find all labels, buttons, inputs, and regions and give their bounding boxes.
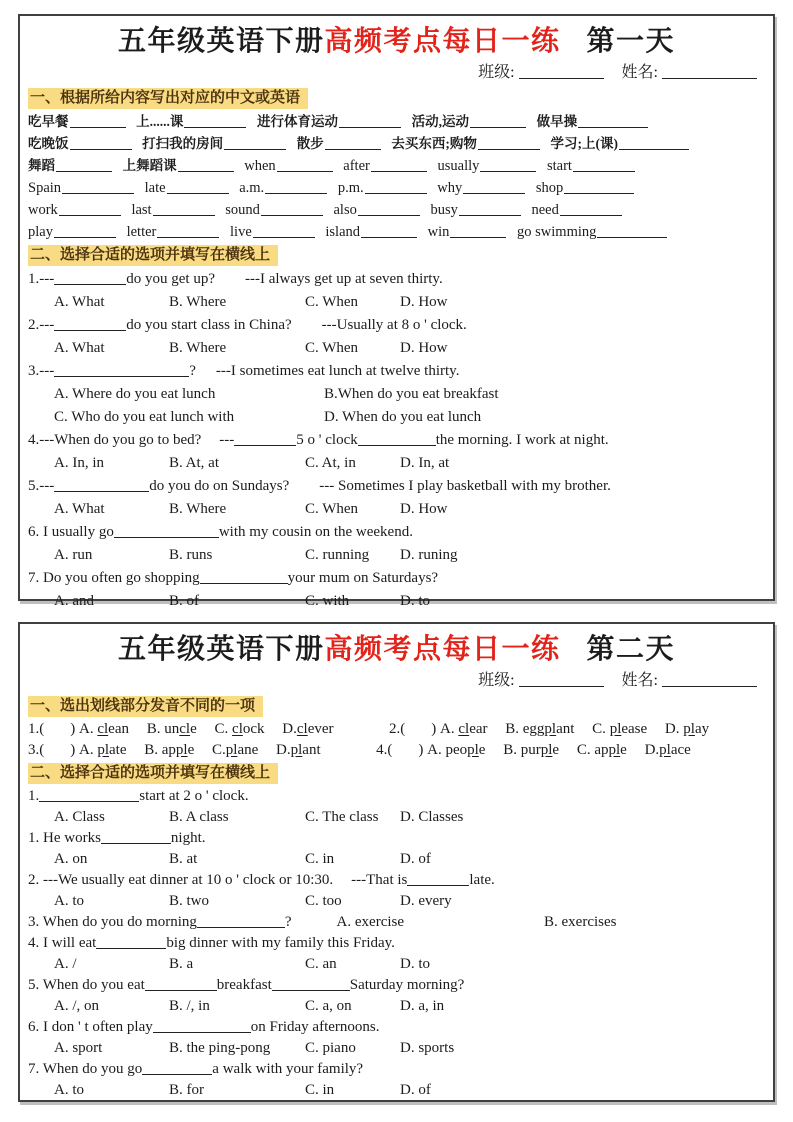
underlined-letters: pl (540, 742, 553, 758)
vocab-term: 舞蹈 (28, 158, 55, 173)
question-text: Saturday morning? (349, 977, 465, 993)
write-blank (573, 158, 635, 172)
vocab-term: Spain (28, 180, 62, 196)
question-text: --- (219, 432, 235, 448)
options-row (54, 337, 765, 360)
write-blank (470, 114, 526, 128)
option: A. exercise (336, 914, 405, 930)
answer-blank (407, 872, 469, 886)
question-line (28, 786, 765, 807)
class-label: 班级: (478, 672, 515, 689)
write-blank (339, 114, 401, 128)
question-text: do you start class in China? (126, 317, 292, 333)
options-row (54, 996, 765, 1017)
phonics-paren: ) (431, 721, 437, 737)
option: C. piano (305, 1040, 356, 1056)
question-text: on Friday afternoons. (250, 1019, 380, 1035)
option: A. Class (54, 809, 105, 825)
title-accent: 高频考点每日一练 (324, 634, 561, 665)
vocab-term: 学习;上(课) (550, 136, 618, 151)
write-blank (325, 136, 381, 150)
question-text: night. (170, 830, 206, 846)
options-row (54, 891, 765, 912)
question-line (28, 975, 765, 996)
options-row (54, 849, 765, 870)
question-line (28, 429, 765, 452)
answer-blank (54, 478, 149, 492)
answer-blank (96, 935, 166, 949)
phonics-option: A. clean (79, 721, 129, 737)
write-blank (277, 158, 333, 172)
vocab-term: busy (430, 202, 458, 218)
underlined-letters: pl (225, 742, 238, 758)
option: B. exercises (544, 914, 617, 930)
vocab-term: sound (225, 202, 260, 218)
answer-blank (153, 1019, 251, 1033)
question-line (28, 912, 765, 933)
write-blank (578, 114, 648, 128)
class-blank (519, 673, 604, 687)
option: B.When do you eat breakfast (324, 386, 499, 402)
write-blank (153, 202, 215, 216)
vocab-term: 吃早餐 (28, 114, 69, 129)
write-blank (361, 224, 417, 238)
question-text: with my cousin on the weekend. (218, 524, 413, 540)
phonics-option: D. play (664, 721, 710, 737)
options-row (54, 590, 765, 613)
option: C. a, on (305, 998, 352, 1014)
answer-blank (101, 830, 171, 844)
option: D. to (400, 593, 430, 609)
vocab-row (28, 177, 765, 199)
write-blank (56, 158, 112, 172)
vocab-row (28, 111, 765, 133)
option: C. with (305, 593, 350, 609)
vocab-term: also (333, 202, 357, 218)
vocab-term: usually (437, 158, 480, 174)
options-row (54, 452, 765, 475)
question-text: 5 o ' clock (296, 432, 358, 448)
vocab-term: need (531, 202, 559, 218)
question-text: 5.--- (28, 478, 55, 494)
option: C. When (305, 501, 359, 517)
vocab-term: when (244, 158, 276, 174)
underlined-letters: pl (609, 721, 622, 737)
underlined-letters: cl (458, 721, 470, 737)
option: D. every (400, 893, 452, 909)
page-title (28, 24, 765, 60)
question-text: breakfast (216, 977, 272, 993)
vocab-term: live (230, 224, 252, 240)
option: A. to (54, 1082, 84, 1098)
phonics-option: D.place (644, 742, 691, 758)
question-line (28, 870, 765, 891)
option: D. Classes (400, 809, 464, 825)
name-label: 姓名: (621, 672, 658, 689)
underlined-letters: pl (467, 742, 479, 758)
write-blank (459, 202, 521, 216)
option: A. Where do you eat lunch (54, 386, 216, 402)
vocab-term: 打扫我的房间 (142, 136, 224, 151)
option: C. When (305, 294, 359, 310)
question-text: ---Usually at 8 o ' clock. (321, 317, 467, 333)
option: B. a (169, 956, 194, 972)
question-text: ---I sometimes eat lunch at twelve thirty. (215, 363, 460, 379)
worksheet-day1 (18, 14, 775, 609)
answer-blank (200, 570, 288, 584)
question-text: 6. I usually go (28, 524, 114, 540)
underlined-letters: pl (290, 742, 303, 758)
question-line (28, 1059, 765, 1080)
write-blank (167, 180, 229, 194)
question-line (28, 360, 765, 383)
phonics-option: B. eggplant (505, 721, 575, 737)
options-row (54, 498, 765, 521)
question-text: ? (189, 363, 196, 379)
vocab-term: 上......课 (136, 114, 184, 129)
option: A. / (54, 956, 77, 972)
question-text: a walk with your family? (212, 1061, 364, 1077)
options-row (54, 954, 765, 975)
option: D. to (400, 956, 430, 972)
write-blank (564, 180, 634, 194)
vocab-term: shop (535, 180, 564, 196)
title-day: 第一天 (586, 26, 676, 57)
write-blank (224, 136, 286, 150)
answer-blank (197, 914, 285, 928)
phonics-line (28, 740, 765, 761)
question-text: do you get up? (126, 271, 215, 287)
answer-blank (234, 432, 296, 446)
question-text: big dinner with my family this Friday. (166, 935, 395, 951)
name-label: 姓名: (621, 64, 658, 81)
question-text: your mum on Saturdays? (287, 570, 439, 586)
vocab-term: 活动,运动 (411, 114, 469, 129)
phonics-option: A. people (427, 742, 486, 758)
question-text: the morning. I work at night. (435, 432, 609, 448)
option: A. In, in (54, 455, 104, 471)
write-blank (619, 136, 689, 150)
option: B. of (169, 593, 199, 609)
write-blank (358, 202, 420, 216)
option: B. the ping-pong (169, 1040, 271, 1056)
option: D. How (400, 501, 448, 517)
vocab-term: last (131, 202, 152, 218)
write-blank (365, 180, 427, 194)
options-row (54, 383, 765, 406)
phonics-option: D.plant (276, 742, 321, 758)
write-blank (478, 136, 540, 150)
title-day: 第二天 (586, 634, 676, 665)
option: D. sports (400, 1040, 455, 1056)
phonics-option: C.plane (212, 742, 259, 758)
answer-blank (54, 271, 126, 285)
vocab-term: 上舞蹈课 (122, 158, 177, 173)
option: B. at (169, 851, 198, 867)
option: D. runing (400, 547, 458, 563)
vocab-term: start (547, 158, 572, 174)
phonics-line (28, 719, 765, 740)
vocab-term: 散步 (296, 136, 324, 151)
question-text: 3. When do you do morning (28, 914, 197, 930)
underlined-letters: cl (179, 721, 191, 737)
question-line (28, 1017, 765, 1038)
write-blank (157, 224, 219, 238)
write-blank (597, 224, 667, 238)
underlined-letters: pl (683, 721, 695, 737)
underlined-letters: pl (608, 742, 621, 758)
question-text: 1. He works (28, 830, 101, 846)
option: A. run (54, 547, 93, 563)
write-blank (70, 136, 132, 150)
write-blank (265, 180, 327, 194)
vocab-row (28, 199, 765, 221)
vocab-term: island (325, 224, 361, 240)
vocab-term: go swimming (517, 224, 597, 240)
option: B. Where (169, 294, 227, 310)
option: B. runs (169, 547, 213, 563)
section-1-heading-row (28, 86, 765, 111)
phonics-number: 4.( (376, 742, 393, 758)
vocab-term: after (343, 158, 370, 174)
phonics-option: C. please (592, 721, 648, 737)
options-row (54, 1080, 765, 1101)
section-heading: 二、选择合适的选项并填写在横线上 (28, 763, 278, 784)
option: C. Who do you eat lunch with (54, 409, 235, 425)
vocab-term: 进行体育运动 (257, 114, 338, 129)
question-line (28, 475, 765, 498)
phonics-option: B. apple (144, 742, 195, 758)
underlined-letters: cl (97, 721, 109, 737)
options-row (54, 406, 765, 429)
option: A. What (54, 294, 105, 310)
option: C. At, in (305, 455, 356, 471)
question-text: 7. When do you go (28, 1061, 143, 1077)
phonics-paren: ) (70, 721, 76, 737)
option: A. and (54, 593, 94, 609)
write-blank (371, 158, 427, 172)
question-text: 4.---When do you go to bed? (28, 432, 202, 448)
question-text: ? (284, 914, 292, 930)
student-id-line (28, 60, 765, 86)
answer-blank (54, 363, 189, 377)
options-row (54, 1038, 765, 1059)
option: B. A class (169, 809, 229, 825)
option: A. to (54, 893, 84, 909)
option: D. How (400, 340, 448, 356)
vocab-term: play (28, 224, 53, 240)
underlined-letters: cl (232, 721, 243, 737)
options-row (54, 807, 765, 828)
underlined-letters: pl (659, 742, 671, 758)
option: A. on (54, 851, 88, 867)
vocab-term: p.m. (337, 180, 364, 196)
underlined-letters: pl (175, 742, 188, 758)
write-blank (54, 224, 116, 238)
phonics-paren: ) (418, 742, 424, 758)
phonics-option: B. uncle (146, 721, 197, 737)
answer-blank (142, 1061, 212, 1075)
option: A. /, on (54, 998, 99, 1014)
section-1-heading-row (28, 694, 765, 719)
write-blank (62, 180, 134, 194)
vocab-term: letter (126, 224, 157, 240)
option: B. two (169, 893, 210, 909)
option: D. In, at (400, 455, 450, 471)
write-blank (70, 114, 126, 128)
question-text: 1. (28, 788, 40, 804)
question-text: 2.--- (28, 317, 55, 333)
class-blank (519, 65, 604, 79)
phonics-number: 1.( (28, 721, 45, 737)
section-2-heading-row (28, 243, 765, 268)
vocab-term: a.m. (239, 180, 265, 196)
option: A. What (54, 501, 105, 517)
title-grade: 五年级英语下册 (117, 26, 325, 57)
option: C. The class (305, 809, 379, 825)
vocab-row (28, 155, 765, 177)
write-blank (560, 202, 622, 216)
write-blank (450, 224, 506, 238)
phonics-option: A. clear (440, 721, 488, 737)
question-line (28, 521, 765, 544)
question-text: 7. Do you often go shopping (28, 570, 200, 586)
answer-blank (54, 317, 126, 331)
section-heading: 一、选出划线部分发音不同的一项 (28, 696, 263, 717)
option: A. What (54, 340, 105, 356)
phonics-paren: ) (70, 742, 76, 758)
question-line (28, 268, 765, 291)
question-text: --- Sometimes I play basketball with my brother. (319, 478, 611, 494)
vocab-term: 去买东西;购物 (391, 136, 477, 151)
title-grade: 五年级英语下册 (117, 634, 325, 665)
option: C. running (305, 547, 370, 563)
phonics-option: C. clock (214, 721, 265, 737)
write-blank (59, 202, 121, 216)
section-heading: 二、选择合适的选项并填写在横线上 (28, 245, 278, 266)
underlined-letters: pl (97, 742, 110, 758)
phonics-option: D.clever (282, 721, 334, 737)
question-text: 3.--- (28, 363, 55, 379)
vocab-term: late (144, 180, 166, 196)
question-text: 4. I will eat (28, 935, 97, 951)
question-line (28, 828, 765, 849)
options-row (54, 291, 765, 314)
option: A. sport (54, 1040, 103, 1056)
question-text: ---I always get up at seven thirty. (244, 271, 443, 287)
question-line (28, 314, 765, 337)
write-blank (463, 180, 525, 194)
question-text: 1.--- (28, 271, 55, 287)
student-id-line (28, 668, 765, 694)
write-blank (261, 202, 323, 216)
answer-blank (272, 977, 350, 991)
question-text: late. (469, 872, 495, 888)
phonics-number: 3.( (28, 742, 45, 758)
answer-blank (358, 432, 436, 446)
answer-blank (39, 788, 139, 802)
phonics-number: 2.( (389, 721, 406, 737)
options-row (54, 544, 765, 567)
option: C. in (305, 851, 335, 867)
option: B. /, in (169, 998, 210, 1014)
page-title (28, 632, 765, 668)
underlined-letters: cl (296, 721, 308, 737)
option: C. an (305, 956, 337, 972)
title-accent: 高频考点每日一练 (324, 26, 561, 57)
name-blank (662, 65, 757, 79)
option: B. for (169, 1082, 204, 1098)
section-2-heading-row (28, 761, 765, 786)
write-blank (184, 114, 246, 128)
phonics-option: C. apple (576, 742, 627, 758)
vocab-term: 做早操 (536, 114, 578, 129)
question-line (28, 933, 765, 954)
question-text: do you do on Sundays? (149, 478, 290, 494)
vocab-term: work (28, 202, 58, 218)
write-blank (480, 158, 536, 172)
vocab-row (28, 221, 765, 243)
vocab-term: win (427, 224, 450, 240)
vocab-term: why (437, 180, 463, 196)
option: D. How (400, 294, 448, 310)
vocab-term: 吃晚饭 (28, 136, 69, 151)
write-blank (178, 158, 234, 172)
phonics-option: A. plate (79, 742, 127, 758)
option: B. At, at (169, 455, 220, 471)
phonics-option: B. purple (503, 742, 560, 758)
answer-blank (114, 524, 219, 538)
vocab-row (28, 133, 765, 155)
name-blank (662, 673, 757, 687)
question-text: start at 2 o ' clock. (139, 788, 249, 804)
question-text: 2. ---We usually eat dinner at 10 o ' clock or 10:30. (28, 872, 334, 888)
question-text: 6. I don ' t often play (28, 1019, 153, 1035)
option: D. a, in (400, 998, 445, 1014)
section-heading: 一、根据所给内容写出对应的中文或英语 (28, 88, 308, 109)
write-blank (253, 224, 315, 238)
option: C. in (305, 1082, 335, 1098)
answer-blank (145, 977, 217, 991)
underlined-letters: pl (544, 721, 557, 737)
question-text: 5. When do you eat (28, 977, 145, 993)
option: C. When (305, 340, 359, 356)
worksheet-day2 (18, 622, 775, 1102)
option: D. of (400, 851, 431, 867)
class-label: 班级: (478, 64, 515, 81)
question-text: ---That is (351, 872, 408, 888)
question-line (28, 567, 765, 590)
option: B. Where (169, 340, 227, 356)
option: D. When do you eat lunch (324, 409, 482, 425)
option: C. too (305, 893, 342, 909)
option: B. Where (169, 501, 227, 517)
option: D. of (400, 1082, 431, 1098)
